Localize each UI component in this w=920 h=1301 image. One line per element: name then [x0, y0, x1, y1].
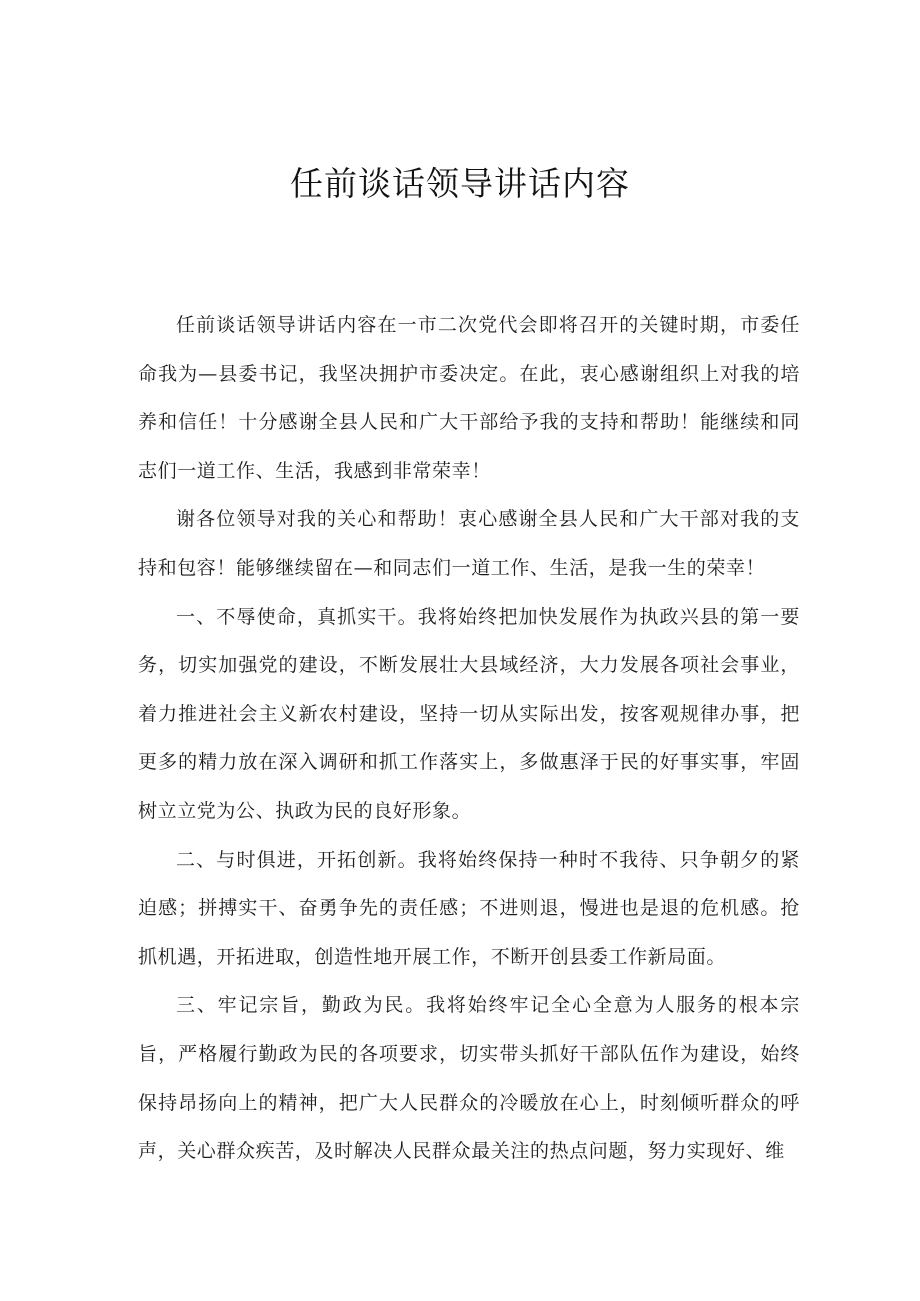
paragraph-point-three: 三、牢记宗旨，勤政为民。我将始终牢记全心全意为人服务的根本宗旨，严格履行勤政为民的各项要求，切实带头抓好干部队伍作为建设，始终保持昂扬向上的精神，把广大人民群众的冷暖放在心上，时刻倾听群众的呼声，关心群众疾苦，及时解决人民群众最关注的热点问题，努力实现好、维	[138, 994, 800, 1163]
paragraph-intro: 任前谈话领导讲话内容在一市二次党代会即将召开的关键时期，市委任命我为—县委书记，我坚决拥护市委决定。在此，衷心感谢组织上对我的培养和信任！十分感谢全县人民和广大干部给予我的支持和帮助！能继续和同志们一道工作、生活，我感到非常荣幸！	[138, 314, 800, 482]
document-body	[138, 301, 800, 1176]
page-title: 任前谈话领导讲话内容	[290, 164, 630, 203]
paragraph-thanks: 谢各位领导对我的关心和帮助！衷心感谢全县人民和广大干部对我的支持和包容！能够继续留在—和同志们一道工作、生活，是我一生的荣幸！	[138, 508, 800, 579]
paragraph-point-two: 二、与时俱进，开拓创新。我将始终保持一种时不我待、只争朝夕的紧迫感；拼搏实干、奋勇争先的责任感；不进则退，慢进也是退的危机感。抢抓机遇，开拓进取，创造性地开展工作，不断开创县委工作新局面。	[138, 848, 800, 968]
paragraph-point-one: 一、不辱使命，真抓实干。我将始终把加快发展作为执政兴县的第一要务，切实加强党的建设，不断发展壮大县域经济，大力发展各项社会事业，着力推进社会主义新农村建设，坚持一切从实际出发，按客观规律办事，把更多的精力放在深入调研和抓工作落实上，多做惠泽于民的好事实事，牢固树立立党为公、执政为民的良好形象。	[138, 605, 800, 822]
